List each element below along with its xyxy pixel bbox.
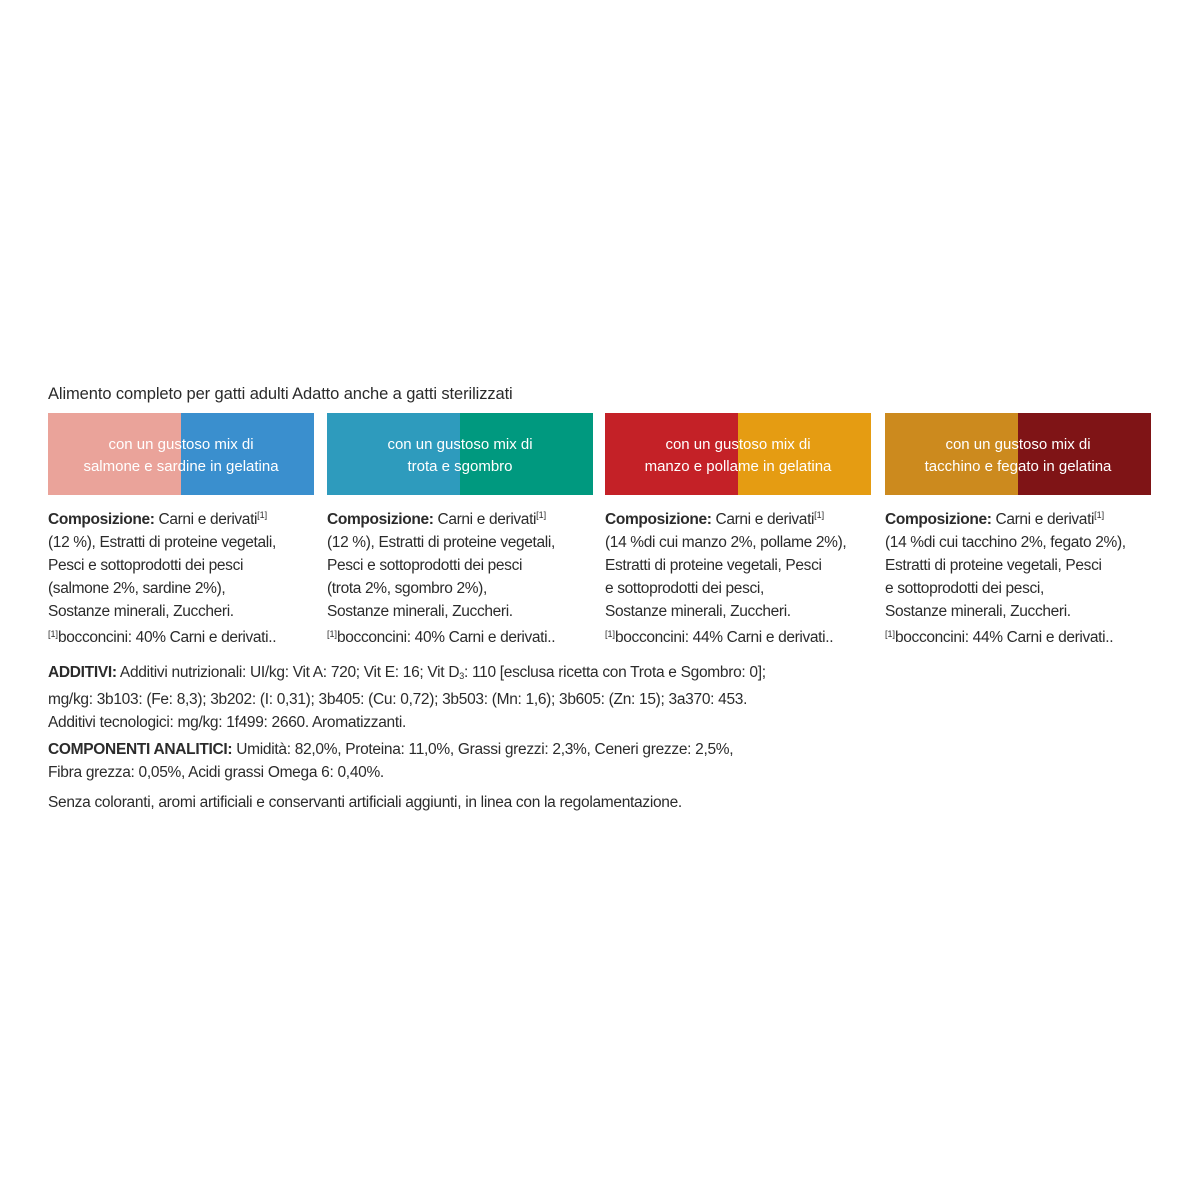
banner-line-2: trota e sgombro xyxy=(407,458,513,475)
composition-line: (12 %), Estratti di proteine vegetali, xyxy=(327,534,555,551)
footnote-marker: [1] xyxy=(257,510,268,520)
composition-first-line: Carni e derivati xyxy=(433,511,537,528)
variant-card-manzo-pollame xyxy=(605,413,905,649)
additives-section xyxy=(48,661,766,734)
composition-line: e sottoprodotti dei pesci, xyxy=(885,580,1044,597)
composition-line: Pesci e sottoprodotti dei pesci xyxy=(48,557,244,574)
variant-card-salmone-sardine xyxy=(48,413,348,649)
variant-banner xyxy=(327,413,593,495)
footnote-marker: [1] xyxy=(536,510,547,520)
composition-text xyxy=(48,504,348,649)
composition-text xyxy=(885,504,1185,649)
additives-line-1b: : 110 [esclusa ricetta con Trota e Sgombro: 0]; xyxy=(463,664,766,681)
additives-line-3: Additivi tecnologici: mg/kg: 1f499: 2660. Aromatizzanti. xyxy=(48,714,406,731)
footnote-marker: [1] xyxy=(48,629,59,639)
product-heading: Alimento completo per gatti adulti Adatto anche a gatti sterilizzati xyxy=(48,385,513,403)
variant-card-trota-sgombro xyxy=(327,413,627,649)
banner-line-1: con un gustoso mix di xyxy=(665,436,811,453)
banner-text xyxy=(48,434,314,478)
banner-line-2: salmone e sardine in gelatina xyxy=(83,458,279,475)
composition-line: (12 %), Estratti di proteine vegetali, xyxy=(48,534,276,551)
analytical-label: COMPONENTI ANALITICI: xyxy=(48,741,233,758)
banner-line-1: con un gustoso mix di xyxy=(108,436,254,453)
banner-line-1: con un gustoso mix di xyxy=(945,436,1091,453)
footnote-marker: [1] xyxy=(327,629,338,639)
variant-banner xyxy=(48,413,314,495)
footnote-text: bocconcini: 40% Carni e derivati.. xyxy=(337,629,556,646)
footnote-text: bocconcini: 44% Carni e derivati.. xyxy=(895,629,1114,646)
composition-label: Composizione: xyxy=(327,511,434,528)
composition-line: Sostanze minerali, Zuccheri. xyxy=(327,603,513,620)
analytical-line-2: Fibra grezza: 0,05%, Acidi grassi Omega 6: 0,40%. xyxy=(48,764,384,781)
composition-line: e sottoprodotti dei pesci, xyxy=(605,580,764,597)
composition-line: (14 %di cui tacchino 2%, fegato 2%), xyxy=(885,534,1126,551)
banner-text xyxy=(327,434,593,478)
footnote-text: bocconcini: 40% Carni e derivati.. xyxy=(58,629,277,646)
footnote-text: bocconcini: 44% Carni e derivati.. xyxy=(615,629,834,646)
composition-line: (trota 2%, sgombro 2%), xyxy=(327,580,487,597)
banner-text xyxy=(885,434,1151,478)
composition-label: Composizione: xyxy=(605,511,712,528)
footnote-marker: [1] xyxy=(885,629,896,639)
footer-note: Senza coloranti, aromi artificiali e conservanti artificiali aggiunti, in linea con la regolamentazione. xyxy=(48,794,682,811)
composition-line: (14 %di cui manzo 2%, pollame 2%), xyxy=(605,534,847,551)
banner-text xyxy=(605,434,871,478)
banner-line-2: tacchino e fegato in gelatina xyxy=(924,458,1112,475)
banner-line-1: con un gustoso mix di xyxy=(387,436,533,453)
analytical-line-1: Umidità: 82,0%, Proteina: 11,0%, Grassi grezzi: 2,3%, Ceneri grezze: 2,5%, xyxy=(232,741,734,758)
composition-text xyxy=(327,504,627,649)
footnote-marker: [1] xyxy=(814,510,825,520)
composition-line: Sostanze minerali, Zuccheri. xyxy=(605,603,791,620)
composition-first-line: Carni e derivati xyxy=(711,511,815,528)
vitamin-d-subscript: 3 xyxy=(459,671,464,681)
composition-line: Sostanze minerali, Zuccheri. xyxy=(48,603,234,620)
analytical-components-section xyxy=(48,738,733,784)
footnote-marker: [1] xyxy=(605,629,616,639)
composition-line: Estratti di proteine vegetali, Pesci xyxy=(885,557,1102,574)
composition-first-line: Carni e derivati xyxy=(991,511,1095,528)
composition-line: (salmone 2%, sardine 2%), xyxy=(48,580,226,597)
composition-label: Composizione: xyxy=(48,511,155,528)
composition-text xyxy=(605,504,905,649)
composition-first-line: Carni e derivati xyxy=(154,511,258,528)
composition-line: Pesci e sottoprodotti dei pesci xyxy=(327,557,523,574)
additives-label: ADDITIVI: xyxy=(48,664,117,681)
variant-banner xyxy=(605,413,871,495)
composition-line: Sostanze minerali, Zuccheri. xyxy=(885,603,1071,620)
additives-line-2: mg/kg: 3b103: (Fe: 8,3); 3b202: (I: 0,31); 3b405: (Cu: 0,72); 3b503: (Mn: 1,6); 3b605: (Zn: 15); 3a370: 453. xyxy=(48,691,748,708)
variant-card-tacchino-fegato xyxy=(885,413,1185,649)
banner-line-2: manzo e pollame in gelatina xyxy=(644,458,832,475)
variant-banner xyxy=(885,413,1151,495)
composition-label: Composizione: xyxy=(885,511,992,528)
footnote-marker: [1] xyxy=(1094,510,1105,520)
composition-line: Estratti di proteine vegetali, Pesci xyxy=(605,557,822,574)
additives-line-1a: Additivi nutrizionali: UI/kg: Vit A: 720; Vit E: 16; Vit D xyxy=(116,664,460,681)
